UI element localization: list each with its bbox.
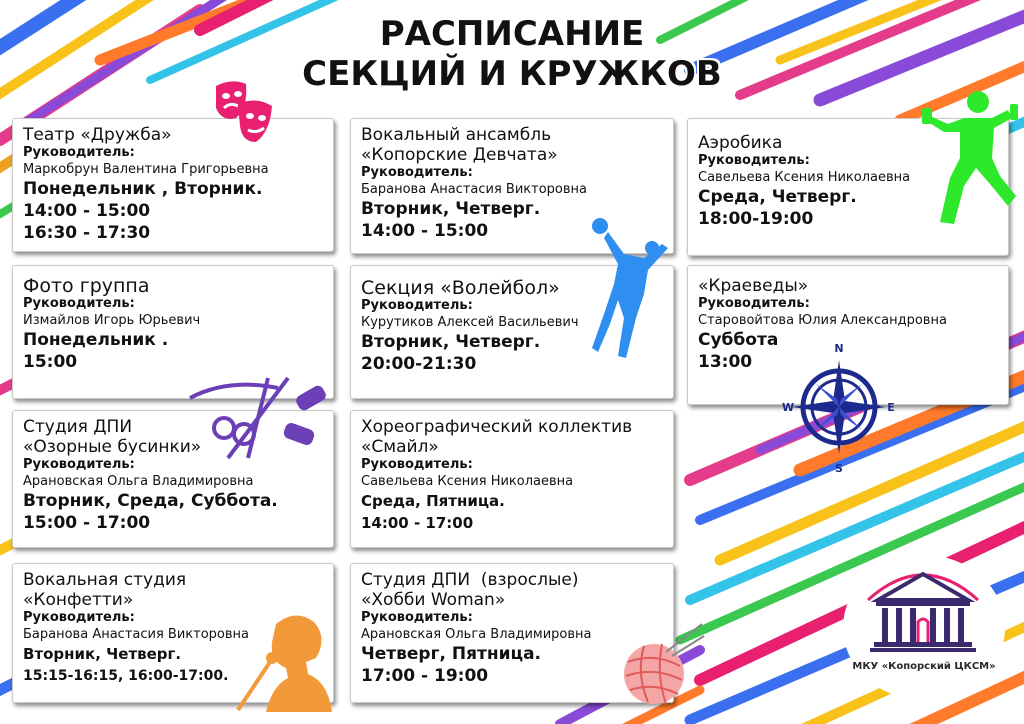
card-leader: Савельева Ксения Николаевна [361, 474, 574, 489]
card-leader: Баранова Анастасия Викторовна [23, 627, 249, 642]
card-time: 15:00 [23, 352, 78, 372]
card-days: Вторник, Среда, Суббота. [23, 491, 278, 511]
compass-west-label: W [782, 401, 795, 414]
card-name: Фото группа [23, 275, 150, 297]
compass-south-label: S [835, 462, 843, 475]
card-role-label: Руководитель: [23, 145, 135, 160]
card-leader: Баранова Анастасия Викторовна [361, 182, 587, 197]
card-name: «Копорские Девчата» [361, 145, 558, 165]
card-time: 14:00 - 15:00 [23, 201, 151, 221]
card-name: «Конфетти» [23, 590, 134, 610]
card-leader: Маркобрун Валентина Григорьевна [23, 162, 269, 177]
card-name: Хореографический коллектив [361, 417, 633, 437]
card-role-label: Руководитель: [698, 296, 810, 311]
card-time: 16:30 - 17:30 [23, 223, 151, 243]
card-smail [350, 410, 674, 548]
compass-north-label: N [834, 342, 844, 355]
compass-rose-icon [784, 340, 894, 475]
title-line-1: РАСПИСАНИЕ [379, 14, 645, 54]
card-leader: Курутиков Алексей Васильевич [361, 315, 579, 330]
yarn-ball-icon [616, 622, 706, 712]
card-time: 18:00-19:00 [698, 209, 814, 229]
card-name: «Краеведы» [698, 276, 809, 296]
compass-east-label: E [887, 401, 895, 414]
card-teatr-druzhba [12, 118, 334, 252]
card-role-label: Руководитель: [361, 298, 473, 313]
card-name: Аэробика [698, 133, 783, 153]
card-leader: Измайлов Игорь Юрьевич [23, 313, 201, 328]
card-name: «Хобби Woman» [361, 590, 506, 610]
card-name: Секция «Волейбол» [361, 277, 560, 299]
title-line-2: СЕКЦИЙ И КРУЖКОВ [302, 54, 722, 94]
card-name: «Озорные бусинки» [23, 437, 202, 457]
card-leader: Арановская Ольга Владимировна [361, 627, 592, 642]
theatre-masks-icon [212, 78, 276, 148]
card-name: «Смайл» [361, 437, 439, 457]
card-role-label: Руководитель: [361, 165, 473, 180]
card-days: Понедельник . [23, 330, 169, 350]
card-name: Студия ДПИ [23, 417, 133, 437]
card-time: 13:00 [698, 352, 753, 372]
card-name: Театр «Дружба» [23, 125, 172, 145]
card-time: 20:00-21:30 [361, 354, 477, 374]
card-days: Вторник, Четверг. [23, 645, 182, 663]
volleyball-player-icon [590, 214, 680, 364]
card-time: 14:00 - 15:00 [361, 221, 489, 241]
card-leader: Арановская Ольга Владимировна [23, 474, 254, 489]
card-days: Вторник, Четверг. [361, 199, 541, 219]
sewing-scissors-icon [188, 368, 348, 468]
logo-caption: МКУ «Копорский ЦКСМ» [852, 661, 996, 672]
card-name: Вокальный ансамбль [361, 125, 552, 145]
card-name: Вокальная студия [23, 570, 187, 590]
card-role-label: Руководитель: [23, 610, 135, 625]
card-time: 15:15-16:15, 16:00-17:00. [23, 668, 229, 684]
card-time: 17:00 - 19:00 [361, 666, 489, 686]
card-time: 14:00 - 17:00 [361, 514, 474, 532]
card-role-label: Руководитель: [361, 457, 473, 472]
card-name: Студия ДПИ (взрослые) [361, 570, 579, 590]
card-days: Четверг, Пятница. [361, 644, 542, 664]
culture-center-logo [858, 560, 988, 660]
card-days: Среда, Пятница. [361, 492, 505, 510]
card-role-label: Руководитель: [698, 153, 810, 168]
athlete-dumbbells-icon [920, 88, 1020, 228]
card-leader: Савельева Ксения Николаевна [698, 170, 911, 185]
card-days: Вторник, Четверг. [361, 332, 541, 352]
card-role-label: Руководитель: [361, 610, 473, 625]
card-role-label: Руководитель: [23, 457, 135, 472]
singer-silhouette-icon [236, 612, 334, 712]
page-title [0, 14, 1024, 94]
card-leader: Старовойтова Юлия Александровна [698, 313, 947, 328]
card-role-label: Руководитель: [23, 296, 135, 311]
card-days: Суббота [698, 330, 779, 350]
card-time: 15:00 - 17:00 [23, 513, 151, 533]
card-days: Понедельник , Вторник. [23, 179, 263, 199]
card-days: Среда, Четверг. [698, 187, 857, 207]
